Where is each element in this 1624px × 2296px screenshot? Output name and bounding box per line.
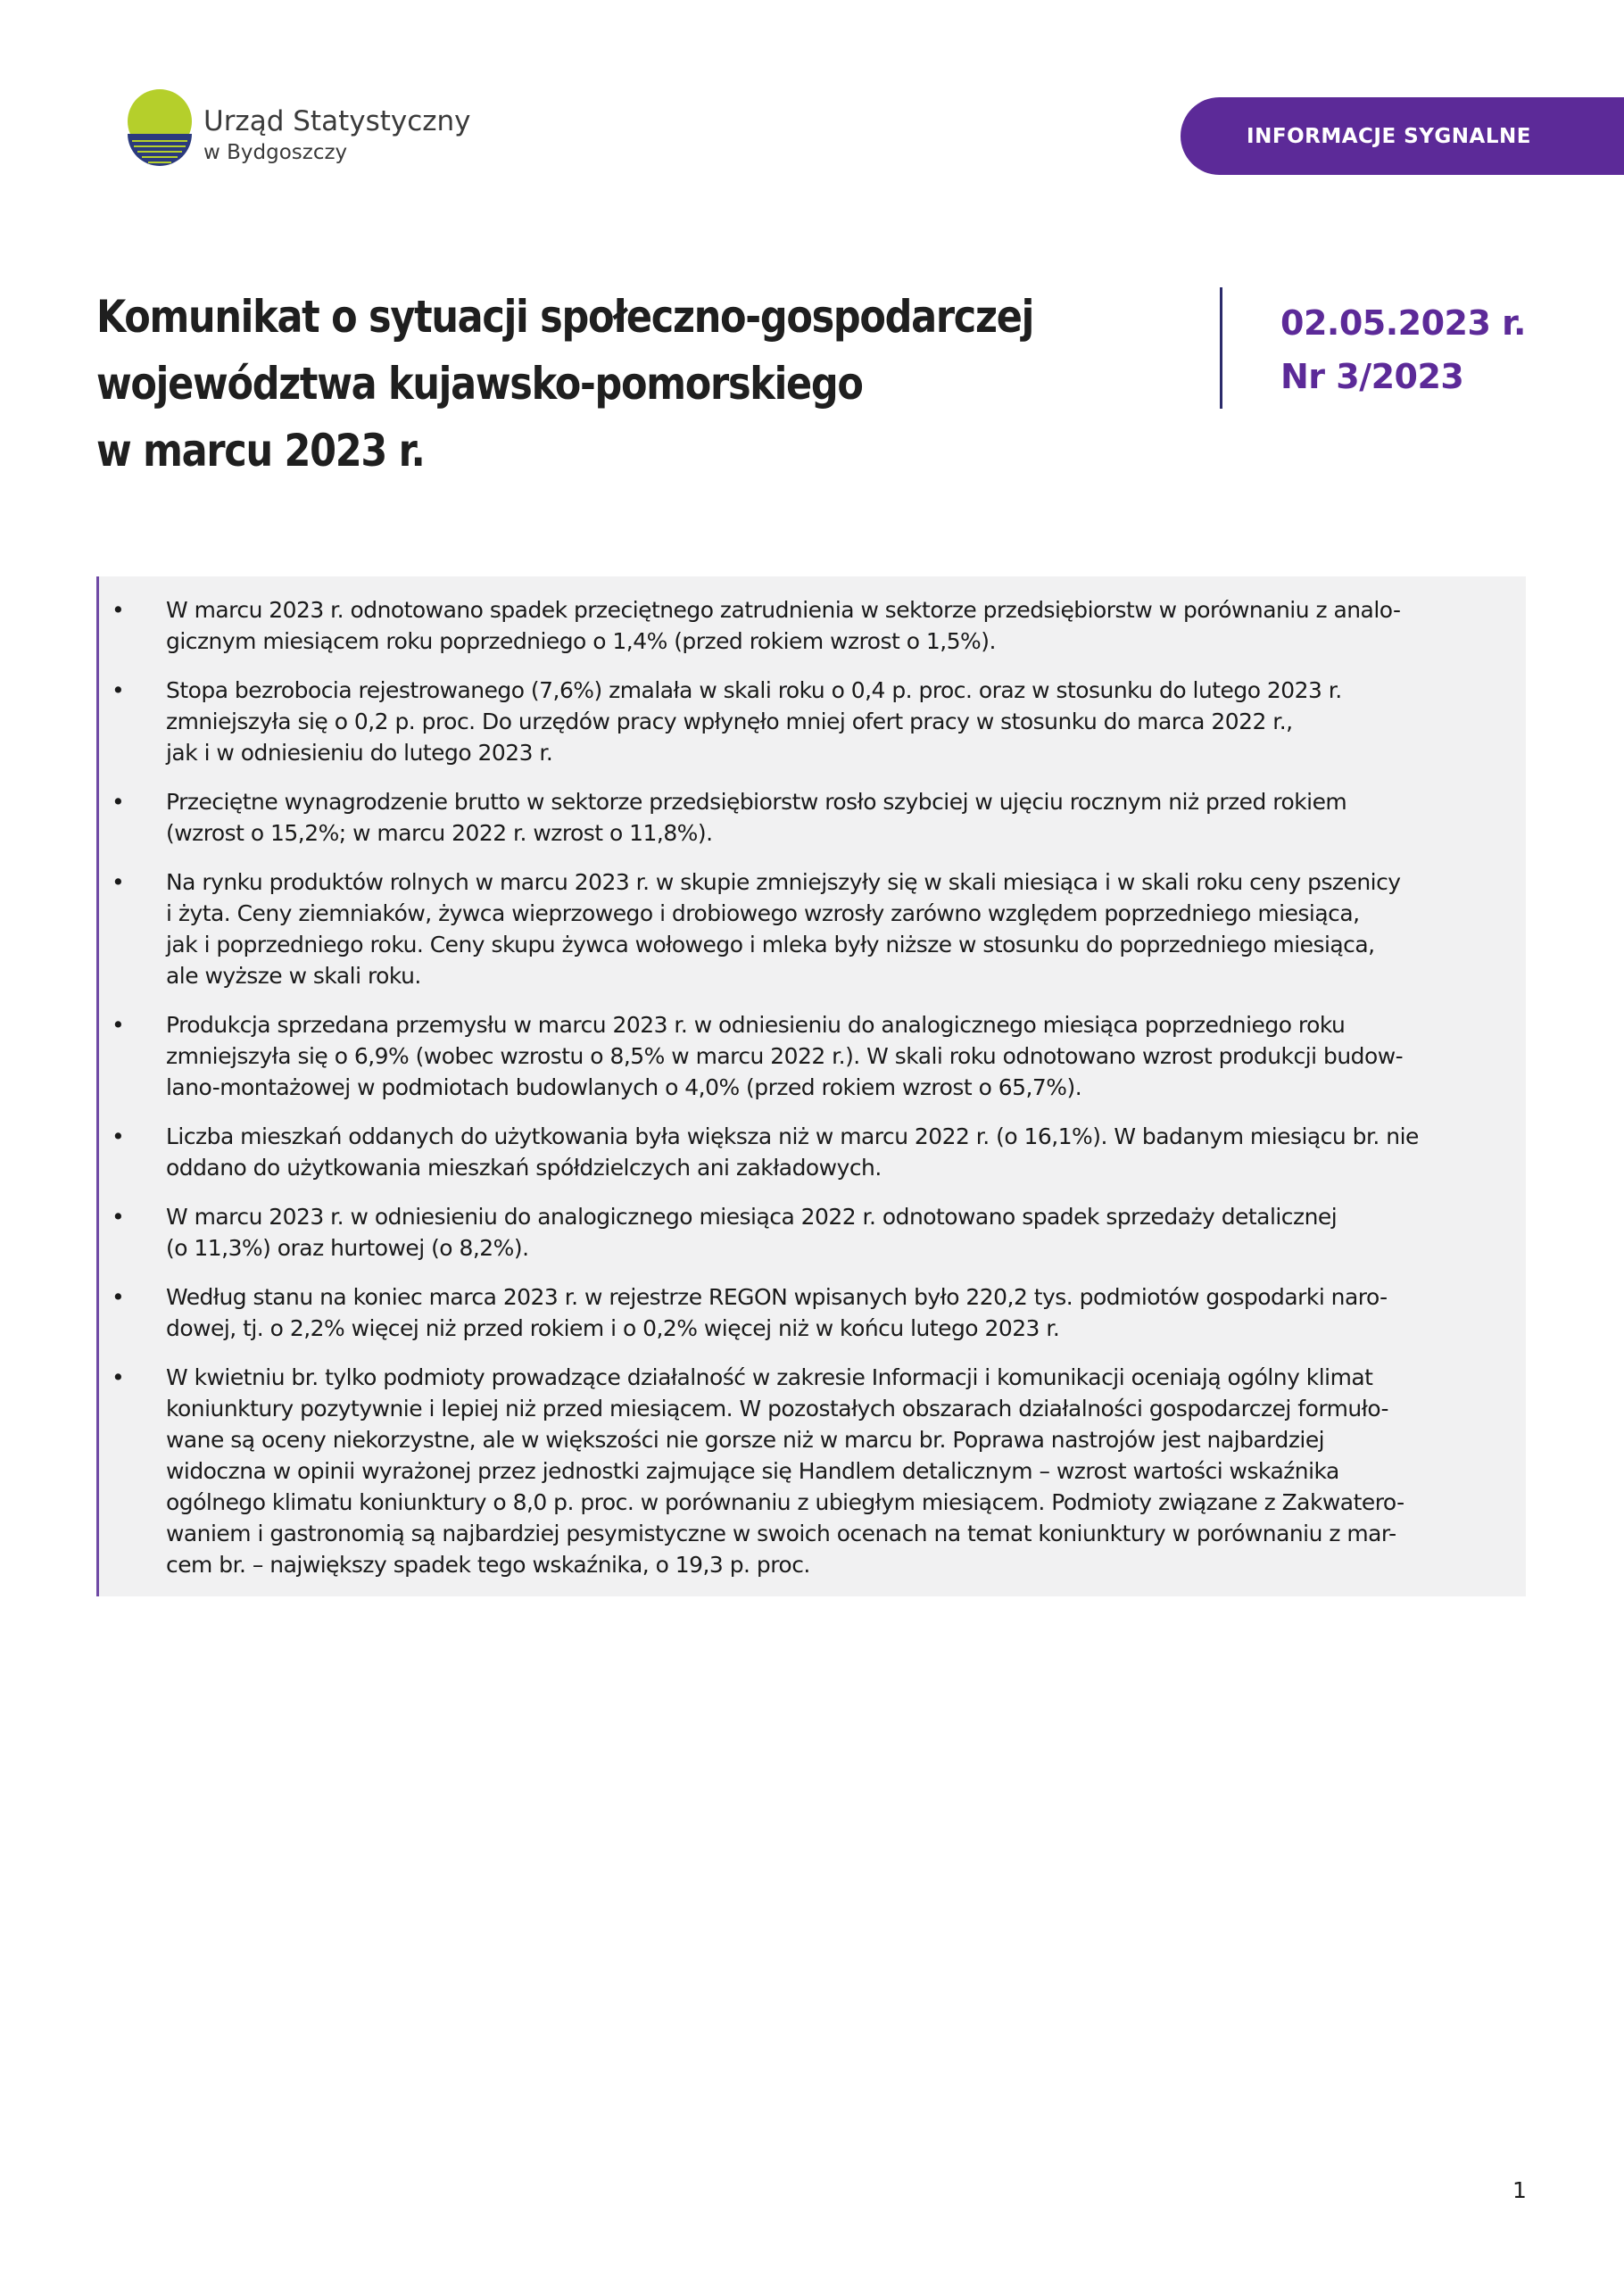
- summary-item-line: cem br. – największy spadek tego wskaźnika, o 19,3 p. proc.: [166, 1552, 810, 1578]
- publication-date: 02.05.2023 r.: [1280, 303, 1526, 343]
- bullet-icon: •: [112, 1284, 125, 1310]
- summary-item: [99, 866, 1510, 991]
- summary-item: [99, 594, 1510, 657]
- publication-number: Nr 3/2023: [1280, 357, 1464, 396]
- bullet-icon: •: [112, 1123, 125, 1149]
- office-logo: [127, 87, 471, 186]
- summary-item: [99, 1362, 1510, 1580]
- summary-item: [99, 1009, 1510, 1103]
- title-line: w marcu 2023 r.: [96, 425, 425, 477]
- summary-item-line: jak i poprzedniego roku. Ceny skupu żywca wołowego i mleka były niższe w stosunku do poprzedniego miesiąca,: [166, 932, 1375, 957]
- summary-item-line: Produkcja sprzedana przemysłu w marcu 2023 r. w odniesieniu do analogicznego miesiąca poprzedniego roku: [166, 1012, 1346, 1038]
- bullet-icon: •: [112, 1204, 125, 1230]
- title-line: województwa kujawsko-pomorskiego: [96, 358, 863, 410]
- summary-item-line: zmniejszyła się o 6,9% (wobec wzrostu o 8,5% w marcu 2022 r.). W skali roku odnotowano wzrost produkcji budow-: [166, 1043, 1404, 1069]
- summary-item-line: Na rynku produktów rolnych w marcu 2023 r. w skupie zmniejszyły się w skali miesiąca i w skali roku ceny pszenicy: [166, 869, 1401, 895]
- summary-item-line: ogólnego klimatu koniunktury o 8,0 p. proc. w porównaniu z ubiegłym miesiącem. Podmioty związane z Zakwatero-: [166, 1489, 1404, 1515]
- summary-item: [99, 1201, 1510, 1264]
- summary-item-line: Liczba mieszkań oddanych do użytkowania była większa niż w marcu 2022 r. (o 16,1%). W badanym miesiącu br. nie: [166, 1123, 1419, 1149]
- summary-item: [99, 1121, 1510, 1183]
- summary-item-line: jak i w odniesieniu do lutego 2023 r.: [166, 740, 553, 766]
- summary-item-line: i żyta. Ceny ziemniaków, żywca wieprzowego i drobiowego wzrosły zarówno względem poprzedniego miesiąca,: [166, 900, 1360, 926]
- logo-city: w Bydgoszczy: [203, 141, 348, 164]
- summary-item-line: Przeciętne wynagrodzenie brutto w sektorze przedsiębiorstw rosło szybciej w ujęciu rocznym niż przed rokiem: [166, 789, 1347, 815]
- summary-item-line: gicznym miesiącem roku poprzedniego o 1,4% (przed rokiem wzrost o 1,5%).: [166, 628, 996, 654]
- summary-item: [99, 1281, 1510, 1344]
- bullet-icon: •: [112, 1364, 125, 1390]
- meta-divider: [1220, 287, 1222, 409]
- summary-item-line: zmniejszyła się o 0,2 p. proc. Do urzędów pracy wpłynęło mniej ofert pracy w stosunku do marca 2022 r.,: [166, 709, 1293, 734]
- category-badge: [1181, 97, 1624, 175]
- bullet-icon: •: [112, 789, 125, 815]
- summary-list: [99, 576, 1526, 1580]
- summary-item-line: Według stanu na koniec marca 2023 r. w rejestrze REGON wpisanych było 220,2 tys. podmiotów gospodarki naro-: [166, 1284, 1388, 1310]
- summary-item: [99, 675, 1510, 768]
- summary-item-line: (o 11,3%) oraz hurtowej (o 8,2%).: [166, 1235, 529, 1261]
- summary-item-line: W kwietniu br. tylko podmioty prowadzące działalność w zakresie Informacji i komunikacji oceniają ogólny klimat: [166, 1364, 1373, 1390]
- summary-item-line: dowej, tj. o 2,2% więcej niż przed rokiem i o 0,2% więcej niż w końcu lutego 2023 r.: [166, 1315, 1060, 1341]
- bullet-icon: •: [112, 869, 125, 895]
- summary-item: [99, 786, 1510, 849]
- summary-item-line: koniunktury pozytywnie i lepiej niż przed miesiącem. W pozostałych obszarach działalności gospodarczej formuło-: [166, 1396, 1389, 1422]
- category-badge-label: INFORMACJE SYGNALNE: [1247, 124, 1531, 148]
- summary-item-line: Stopa bezrobocia rejestrowanego (7,6%) zmalała w skali roku o 0,4 p. proc. oraz w stosunku do lutego 2023 r.: [166, 677, 1342, 703]
- summary-item-line: wane są oceny niekorzystne, ale w większości nie gorsze niż w marcu br. Poprawa nastrojów jest najbardziej: [166, 1427, 1325, 1453]
- summary-item-line: (wzrost o 15,2%; w marcu 2022 r. wzrost o 11,8%).: [166, 820, 713, 846]
- page-number: 1: [1512, 2177, 1527, 2203]
- document-title: [96, 284, 1034, 485]
- summary-item-line: lano-montażowej w podmiotach budowlanych o 4,0% (przed rokiem wzrost o 65,7%).: [166, 1074, 1082, 1100]
- bullet-icon: •: [112, 677, 125, 703]
- logo-name: Urząd Statystyczny: [203, 105, 471, 137]
- bullet-icon: •: [112, 597, 125, 623]
- logo-emblem-icon: [127, 87, 193, 180]
- publication-meta: [1280, 296, 1526, 403]
- summary-box: [96, 576, 1526, 1596]
- summary-item-line: W marcu 2023 r. w odniesieniu do analogicznego miesiąca 2022 r. odnotowano spadek sprzedaży detalicznej: [166, 1204, 1338, 1230]
- title-line: Komunikat o sytuacji społeczno-gospodarczej: [96, 291, 1034, 343]
- summary-item-line: W marcu 2023 r. odnotowano spadek przeciętnego zatrudnienia w sektorze przedsiębiorstw w porównaniu z analo-: [166, 597, 1401, 623]
- summary-item-line: waniem i gastronomią są najbardziej pesymistyczne w swoich ocenach na temat koniunktury w porównaniu z mar-: [166, 1521, 1396, 1546]
- summary-item-line: ale wyższe w skali roku.: [166, 963, 421, 989]
- bullet-icon: •: [112, 1012, 125, 1038]
- summary-item-line: widoczna w opinii wyrażonej przez jednostki zajmujące się Handlem detalicznym – wzrost wartości wskaźnika: [166, 1458, 1339, 1484]
- summary-item-line: oddano do użytkowania mieszkań spółdzielczych ani zakładowych.: [166, 1155, 882, 1181]
